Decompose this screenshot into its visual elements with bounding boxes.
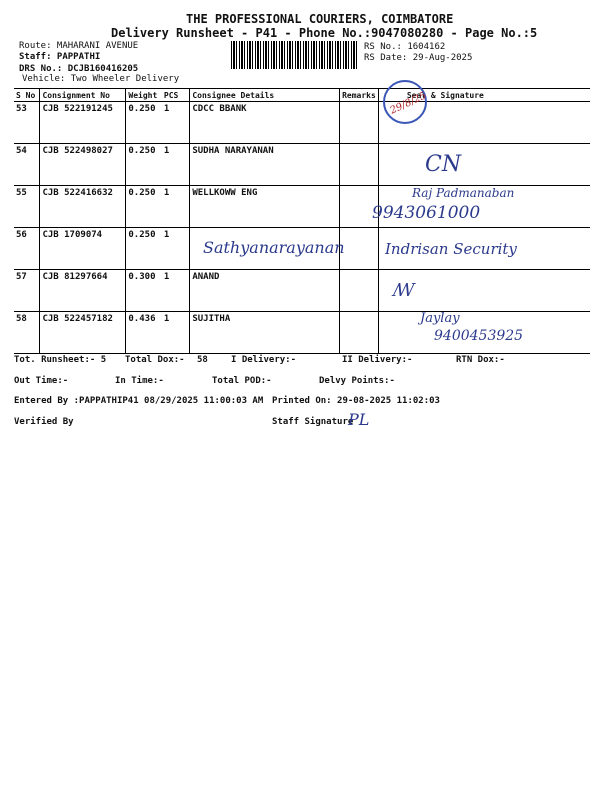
- cell-consignment: CJB 522191245: [40, 102, 126, 144]
- handwritten-name-58: Jaylay: [420, 311, 460, 326]
- handwritten-scribble-57: ꟿ: [393, 280, 415, 301]
- cell-consignee: ANAND: [190, 270, 340, 312]
- entered-by: Entered By :PAPPATHIP41 08/29/2025 11:00:03 AM: [14, 396, 264, 406]
- header-seal-signature: Seal & Signature: [378, 89, 590, 102]
- cell-weight: 0.300: [126, 270, 162, 312]
- cell-sno: 55: [14, 186, 40, 228]
- cell-weight: 0.250: [126, 228, 162, 270]
- cell-pcs: 1: [162, 228, 190, 270]
- handwritten-signature-56: Indrisan Security: [385, 240, 517, 258]
- handwritten-name-55: Raj Padmanaban: [412, 186, 515, 200]
- cell-pcs: 1: [162, 102, 190, 144]
- cell-consignment: CJB 522498027: [40, 144, 126, 186]
- total-pod: Total POD:-: [212, 376, 272, 386]
- staff-signature-label: Staff Signature: [272, 417, 354, 427]
- cell-pcs: 1: [162, 270, 190, 312]
- table-row: [14, 270, 590, 312]
- cell-pcs: 1: [162, 312, 190, 354]
- cell-remarks: [340, 270, 379, 312]
- cell-sno: 57: [14, 270, 40, 312]
- cell-sno: 53: [14, 102, 40, 144]
- verified-by: Verified By: [14, 417, 74, 427]
- cell-consignment: CJB 522457182: [40, 312, 126, 354]
- barcode: [231, 41, 357, 69]
- cell-signature: [378, 144, 590, 186]
- handwritten-phone-58: 9400453925: [434, 328, 524, 344]
- cell-remarks: [340, 228, 379, 270]
- cell-consignee: SUDHA NARAYANAN: [190, 144, 340, 186]
- handwritten-cn: CN: [425, 152, 462, 177]
- stamp-date: 29/8/25: [388, 90, 429, 117]
- rs-date: RS Date: 29-Aug-2025: [364, 53, 473, 63]
- cell-remarks: [340, 102, 379, 144]
- cell-remarks: [340, 312, 379, 354]
- cell-consignee: WELLKOWW ENG: [190, 186, 340, 228]
- cell-consignment: CJB 1709074: [40, 228, 126, 270]
- handwritten-phone-55: 9943061000: [372, 203, 481, 223]
- cell-sno: 56: [14, 228, 40, 270]
- i-delivery: I Delivery:-: [231, 355, 297, 365]
- cell-sno: 58: [14, 312, 40, 354]
- runsheet-table: [14, 88, 590, 354]
- cell-consignment: CJB 81297664: [40, 270, 126, 312]
- cell-weight: 0.436: [126, 312, 162, 354]
- total-dox-label: Total Dox:-: [125, 355, 185, 365]
- delvy-points: Delvy Points:-: [319, 376, 395, 386]
- total-dox-value: 58: [197, 355, 208, 365]
- route: Route: MAHARANI AVENUE: [19, 41, 139, 51]
- table-header-row: [14, 89, 590, 102]
- runsheet-title: Delivery Runsheet - P41 - Phone No.:9047080280 - Page No.:5: [111, 26, 538, 40]
- in-time: In Time:-: [115, 376, 164, 386]
- vehicle: Vehicle: Two Wheeler Delivery: [22, 74, 180, 84]
- table-row: [14, 144, 590, 186]
- cell-pcs: 1: [162, 186, 190, 228]
- cell-consignee: SUJITHA: [190, 312, 340, 354]
- header-sno: S No: [14, 89, 40, 102]
- rtn-dox: RTN Dox:-: [456, 355, 505, 365]
- header-pcs: PCS: [162, 89, 190, 102]
- header-weight: Weight: [126, 89, 162, 102]
- cell-remarks: [340, 144, 379, 186]
- header-consignee: Consignee Details: [190, 89, 340, 102]
- tot-runsheet: Tot. Runsheet:- 5: [14, 355, 107, 365]
- cell-consignee: CDCC BBANK: [190, 102, 340, 144]
- staff-signature-mark: PL: [348, 410, 370, 429]
- header-consignment: Consignment No: [40, 89, 126, 102]
- cell-sno: 54: [14, 144, 40, 186]
- ii-delivery: II Delivery:-: [342, 355, 413, 365]
- company-name: THE PROFESSIONAL COURIERS, COIMBATORE: [186, 12, 454, 26]
- rs-number: RS No.: 1604162: [364, 42, 446, 52]
- table-row: [14, 102, 590, 144]
- cell-weight: 0.250: [126, 102, 162, 144]
- staff: Staff: PAPPATHI: [19, 52, 101, 62]
- drs-number: DRS No.: DCJB160416205: [19, 64, 139, 74]
- printed-on: Printed On: 29-08-2025 11:02:03: [272, 396, 440, 406]
- cell-consignment: CJB 522416632: [40, 186, 126, 228]
- cell-pcs: 1: [162, 144, 190, 186]
- handwritten-consignee-56: Sathyanarayanan: [203, 238, 345, 257]
- out-time: Out Time:-: [14, 376, 69, 386]
- cell-weight: 0.250: [126, 144, 162, 186]
- header-remarks: Remarks: [340, 89, 379, 102]
- cell-weight: 0.250: [126, 186, 162, 228]
